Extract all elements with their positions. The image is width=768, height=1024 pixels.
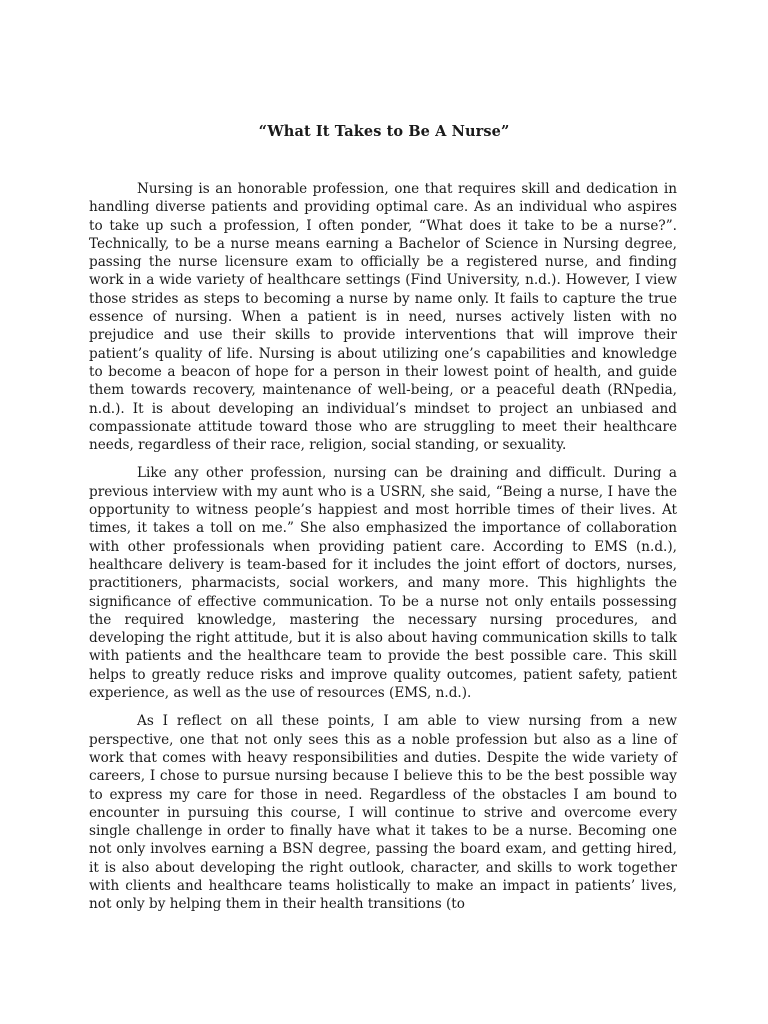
essay-title: “What It Takes to Be A Nurse”: [258, 123, 510, 140]
paragraph-3: As I reflect on all these points, I am able to view nursing from a new perspective, one that not only sees this as a noble profession but also as a line of work that comes with heavy responsibilities and duties. Despite the wide variety of careers, I chose to pursue nursing because I believe this to be the best possible way to express my care for those in need. Regardless of the obstacles I am bound to encounter in pursuing this course, I will continue to strive and overcome every single challenge in order to finally have what it takes to be a nurse. Becoming one not only involves earning a BSN degree, passing the board exam, and getting hired, it is also about developing the right outlook, character, and skills to work together with clients and healthcare teams holistically to make an impact in patients’ lives, not only by helping them in their health transitions (to: [89, 713, 677, 913]
paragraph-1: Nursing is an honorable profession, one that requires skill and dedication in handling diverse patients and providing optimal care. As an individual who aspires to take up such a profession, I often ponder, “What does it take to be a nurse?”. Technically, to be a nurse means earning a Bachelor of Science in Nursing degree, passing the nurse licensure exam to officially be a registered nurse, and finding work in a wide variety of healthcare settings (Find University, n.d.). However, I view those strides as steps to becoming a nurse by name only. It fails to capture the true essence of nursing. When a patient is in need, nurses actively listen with no prejudice and use their skills to provide interventions that will improve their patient’s quality of life. Nursing is about utilizing one’s capabilities and knowledge to become a beacon of hope for a person in their lowest point of health, and guide them towards recovery, maintenance of well-being, or a peaceful death (RNpedia, n.d.). It is about developing an individual’s mindset to project an unbiased and compassionate attitude toward those who are struggling to meet their healthcare needs, regardless of their race, religion, social standing, or sexuality.: [89, 181, 677, 454]
essay-body: [89, 180, 677, 914]
paragraph-2: Like any other profession, nursing can be draining and difficult. During a previous interview with my aunt who is a USRN, she said, “Being a nurse, I have the opportunity to witness people’s happiest and most horrible times of their lives. At times, it takes a toll on me.” She also emphasized the importance of collaboration with other professionals when providing patient care. According to EMS (n.d.), healthcare delivery is team-based for it includes the joint effort of doctors, nurses, practitioners, pharmacists, social workers, and many more. This highlights the significance of effective communication. To be a nurse not only entails possessing the required knowledge, mastering the necessary nursing procedures, and developing the right attitude, but it is also about having communication skills to talk with patients and the healthcare team to provide the best possible care. This skill helps to greatly reduce risks and improve quality outcomes, patient safety, patient experience, as well as the use of resources (EMS, n.d.).: [89, 465, 677, 702]
